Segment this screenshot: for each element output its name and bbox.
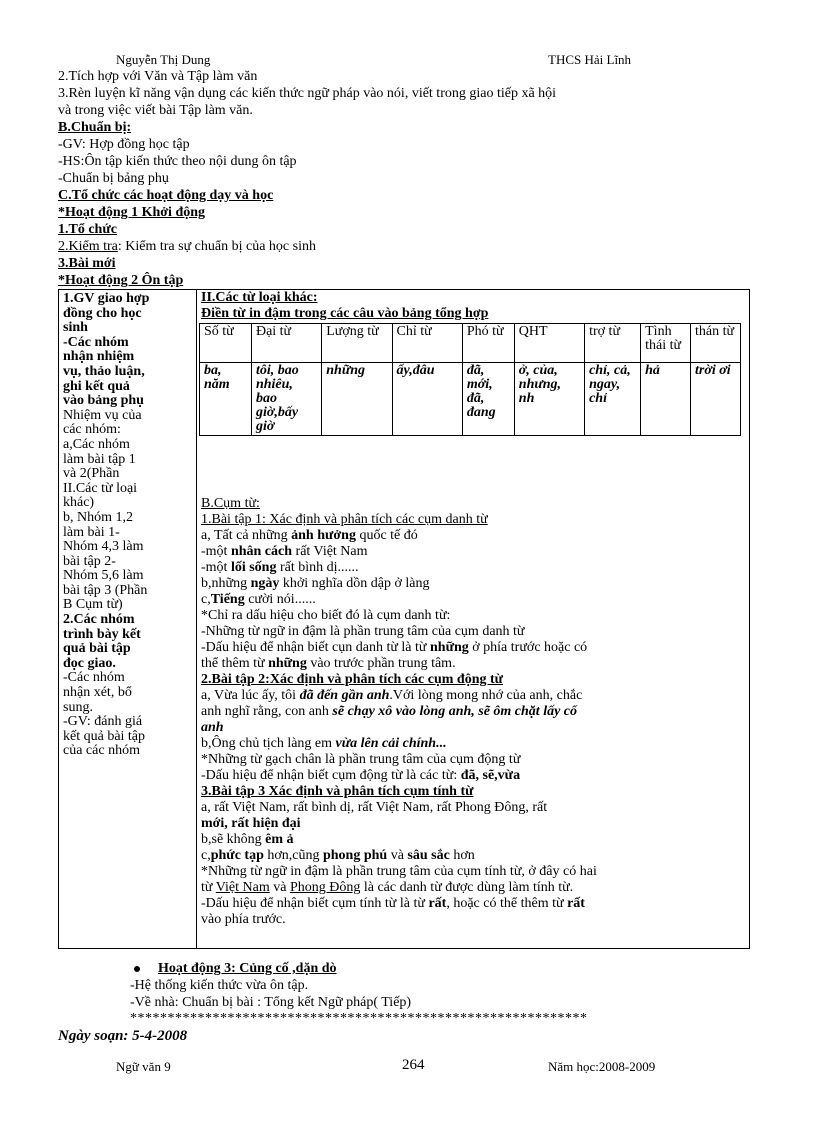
ex2-line: b,Ông chủ tịch làng em vừa lên cải chính... [201,736,447,751]
footer-page: 264 [402,1057,425,1073]
left-line: sinh [63,320,88,336]
value-cell: những [322,363,392,436]
footer-year: Năm học:2008-2009 [548,1059,656,1074]
ex1-line: b,những ngày khởi nghĩa dồn dập ở làng [201,576,430,591]
ex2-line: anh nghĩ rằng, con anh sẽ chạy xô vào lòng anh, sẽ ôm chặt lấy cổ [201,704,578,719]
header-cell: Phó từ [462,324,514,363]
tochuc-title: 1.Tổ chức [58,222,117,237]
ex2-note: -Dấu hiệu để nhận biết cụm động từ là các từ: đã, sẽ,vừa [201,768,521,783]
header-cell: QHT [514,324,584,363]
left-line: các nhóm: [63,422,121,438]
ex3-note: vào phía trước. [201,912,286,927]
value-cell: hả [641,363,691,436]
section2-title: II.Các từ loại khác: [201,290,318,305]
left-line: nhận xét, bổ [63,685,132,701]
activity1-title: *Hoạt động 1 Khởi động [58,205,206,220]
left-line: của các nhóm [63,743,140,759]
header-author: Nguyễn Thị Dung [116,52,211,67]
sectionB-title: B.Cụm từ: [201,496,260,511]
ex3-note: từ Việt Nam và Phong Đông là các danh từ được dùng làm tính từ. [201,880,574,895]
prep-item: -Chuẩn bị bảng phụ [58,171,169,186]
ex3-line: a, rất Việt Nam, rất bình dị, rất Việt Nam, rất Phong Đông, rất [201,800,548,815]
left-line: 2.Các nhóm [63,612,135,628]
ex1-line: -một lối sống rất bình dị...... [201,560,359,575]
activity3-line: -Hệ thống kiến thức vừa ôn tập. [130,978,309,993]
left-column [59,290,197,948]
kiemtra-line [58,239,778,254]
activity3-title: Hoạt động 3: Củng cố ,dặn dò [158,961,337,976]
activity2-title: *Hoạt động 2 Ôn tập [58,273,184,288]
word-class-table [199,323,741,436]
ex3-line: b,sẽ không êm ả [201,832,294,847]
right-column [197,290,749,948]
left-line: kết quả bài tập [63,728,146,744]
kiemtra-text: : Kiểm tra sự chuẩn bị của học sinh [117,239,316,254]
value-cell: ấy,đâu [392,363,462,436]
bullet-icon [134,966,140,972]
org-title: C.Tổ chức các hoạt động dạy và học [58,188,274,203]
ex2-title: 2.Bài tập 2:Xác định và phân tích các cụm động từ [201,672,504,687]
ex2-line: anh [201,720,224,735]
left-line: -Các nhóm [63,670,125,686]
stars-divider: ************************************************************* [130,1011,588,1026]
footer-subject: Ngữ văn 9 [116,1059,171,1074]
left-line: khác) [63,495,95,511]
left-line: nhận nhiệm [63,349,135,365]
ex1-line: a, Tất cả những ảnh hưởng quốc tế đó [201,528,418,543]
left-line: đọc giao. [63,655,116,671]
left-line: đồng cho học [63,305,142,321]
intro-line: 3.Rèn luyện kĩ năng vận dụng các kiến thức ngữ pháp vào nói, viết trong giao tiếp xã hội [58,86,557,101]
left-line: -Các nhóm [63,334,129,350]
prep-title: B.Chuẩn bị: [58,120,132,135]
left-line: 1.GV giao hợp [63,291,150,306]
left-line: Nhiệm vụ của [63,407,142,423]
left-line: vào bảng phụ [63,393,144,409]
ex1-note: thể thêm từ những vào trước phần trung tâm. [201,656,456,671]
ex3-line: mới, rất hiện đại [201,816,301,831]
ex1-note: -Dấu hiệu để nhận biết cụn danh từ là từ những ở phía trước hoặc có [201,640,588,655]
intro-line: 2.Tích hợp với Văn và Tập làm văn [58,69,258,84]
ex2-line: a, Vừa lúc ấy, tôi đã đến gần anh.Với lòng mong nhớ của anh, chắc [201,688,583,703]
left-line: ghi kết quả [63,378,130,394]
left-line: làm bài 1- [63,524,120,540]
left-line: a,Các nhóm [63,436,130,452]
intro-line: và trong việc viết bài Tập làm văn. [58,103,253,118]
left-line: B Cụm từ) [63,597,123,613]
left-line: và 2(Phần [63,466,120,482]
ex1-line: -một nhân cách rất Việt Nam [201,544,368,559]
value-cell: đã, mới, đã, đang [462,363,514,436]
left-line: b, Nhóm 1,2 [63,509,133,525]
value-cell: trời ơi [691,363,741,436]
baimoi-title: 3.Bài mới [58,256,116,271]
prep-item: -HS:Ôn tập kiến thức theo nội dung ôn tập [58,154,297,169]
header-cell: thán từ [691,324,741,363]
left-line: Nhóm 5,6 làm [63,568,144,584]
activity3-line: -Về nhà: Chuẩn bị bài : Tổng kết Ngữ pháp( Tiếp) [130,995,412,1010]
value-cell: tôi, bao nhiêu, bao giờ,bấy giờ [251,363,321,436]
left-line: bài tập 2- [63,553,116,569]
header-cell: Số từ [200,324,252,363]
header-cell: trợ từ [585,324,641,363]
left-line: làm bài tập 1 [63,451,136,467]
prep-item: -GV: Hợp đồng học tập [58,137,190,152]
left-line: vụ, thảo luận, [63,363,145,379]
kiemtra-label: 2.Kiểm tra [58,239,118,254]
main-table [58,289,750,949]
left-line: trình bày kết [63,626,141,642]
left-line: quả bài tập [63,641,131,657]
header-cell: Tình thái từ [641,324,691,363]
left-line: -GV: đánh giá [63,714,143,730]
header-cell: Chỉ từ [392,324,462,363]
left-line: II.Các từ loại [63,480,138,496]
activity3-title-row [134,961,337,977]
header-school: THCS Hải Lĩnh [548,52,632,67]
ex3-note: *Những từ ngữ in đậm là phần trung tâm của cụm tính từ, ở đây có hai [201,864,597,879]
section2-instruction: Điền từ in đậm trong các câu vào bảng tổng hợp [201,306,489,321]
header-cell: Đại từ [251,324,321,363]
ex1-title: 1.Bài tập 1: Xác định và phân tích các cụm danh từ [201,512,488,527]
value-cell: ba, năm [200,363,252,436]
value-cell: ở, của, nhưng, nh [514,363,584,436]
left-line: sung. [63,699,93,715]
ex3-line: c,phức tạp hơn,cũng phong phú và sâu sắc hơn [201,848,475,863]
left-line: bài tập 3 (Phần [63,582,148,598]
ex3-title: 3.Bài tập 3 Xác định và phân tích cụm tính từ [201,784,474,799]
ex1-note: *Chỉ ra dấu hiệu cho biết đó là cụm danh từ: [201,608,451,623]
date-line: Ngày soạn: 5-4-2008 [58,1028,188,1044]
header-cell: Lượng từ [322,324,392,363]
left-line: Nhóm 4,3 làm [63,539,144,555]
ex1-line: c,Tiếng cười nói...... [201,592,316,607]
ex2-note: *Những từ gạch chân là phần trung tâm của cụm động từ [201,752,521,767]
ex1-note: -Những từ ngữ in đậm là phần trung tâm của cụm danh từ [201,624,525,639]
value-cell: chỉ, cả, ngay, chỉ [585,363,641,436]
ex3-note: -Dấu hiệu để nhận biết cụm tính từ là từ rất, hoặc có thể thêm từ rất [201,896,585,911]
